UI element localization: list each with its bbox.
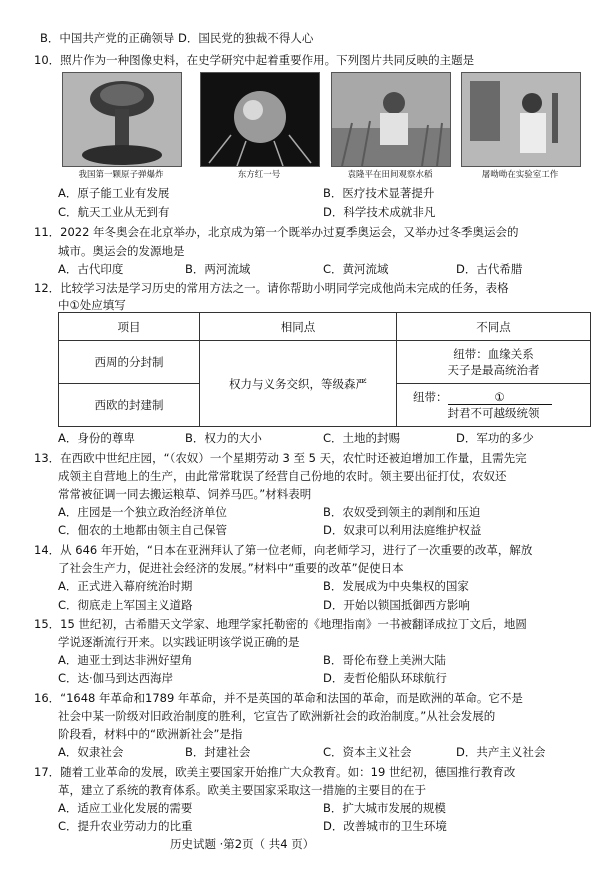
q13-option-b: B．农奴受到领主的剥削和压迫 [323,505,481,519]
table-header-diff: 不同点 [397,313,591,341]
q16-option-c: C．资本主义社会 [323,745,412,759]
q10-option-a: A．原子能工业有发展 [58,186,170,200]
diff2-lord: 封君不可越级统领 [447,406,540,420]
q11-option-c: C．黄河流域 [323,262,389,276]
q13-option-d: D．奴隶可以利用法庭维护权益 [323,523,482,537]
q13-option-a: A．庄园是一个独立政治经济单位 [58,505,227,519]
q10-option-d: D．科学技术成就非凡 [323,205,436,219]
diff1-ruler: 天子是最高统治者 [447,363,540,377]
table-row-western-zhou: 西周的分封制 [59,341,200,384]
caption-atomic-bomb: 我国第一颗原子弹爆炸 [78,170,164,180]
diff2-bond [397,389,590,405]
q14-option-b: B．发展成为中央集权的国家 [323,579,469,593]
q14-option-d: D．开始以锁国抵御西方影响 [323,598,470,612]
table-header-same: 相同点 [200,313,397,341]
q12-option-a: A．身份的尊卑 [58,431,135,445]
table-cell-same: 权力与义务交织，等级森严 [200,341,397,427]
q10-option-b: B．医疗技术显著提升 [323,186,435,200]
photo-tu-youyou [461,72,581,167]
q16-option-d: D．共产主义社会 [456,745,546,759]
q15-option-c: C．达·伽马到达西海岸 [58,671,174,685]
q12-option-b: B．权力的大小 [185,431,262,445]
q12-option-c: C．土地的封赐 [323,431,401,445]
q17-stem-1: 17．随着工业革命的发展，欧美主要国家开始推广大众教育。如：19 世纪初，德国推行教育改 [34,765,516,779]
table-row-western-europe: 西欧的封建制 [59,384,200,427]
q10-stem: 10．照片作为一种图像史料，在史学研究中起着重要作用。下列图片共同反映的主题是 [34,53,475,67]
caption-yuan-longping: 袁隆平在田间观察水稻 [347,170,433,180]
page-footer: 历史试题 ·第2页（ 共4 页） [170,837,315,851]
q16-stem-1: 16．“1648 年革命和1789 年革命，并不是英国的革命和法国的革命，而是欧洲的革命。它不是 [34,691,523,705]
q16-option-b: B．封建社会 [185,745,251,759]
q12-stem-2: 中①处应填写 [58,298,126,312]
q14-stem-2: 了社会生产力，促进社会经济的发展。”材料中“重要的改革”促使日本 [58,561,404,575]
q11-option-b: B．两河流域 [185,262,251,276]
blank-1: ① [448,390,552,405]
q13-option-c: C．佃农的土地都由领主自己保管 [58,523,228,537]
q16-stem-2: 社会中某一阶级对旧政治制度的胜利，它宣告了欧洲新社会的政治制度。”从社会发展的 [58,709,496,723]
q12-stem-1: 12．比较学习法是学习历史的常用方法之一。请你帮助小明同学完成他尚未完成的任务，表格 [34,281,509,295]
q16-stem-3: 阶段看，材料中的“欧洲新社会”是指 [58,727,243,741]
photo-atomic-bomb [62,72,182,167]
q15-stem-1: 15．15 世纪初，古希腊天文学家、地理学家托勒密的《地理指南》一书被翻译成拉丁文后，地圆 [34,617,527,631]
q13-stem-3: 常常被征调一同去搬运粮草、饲养马匹。”材料表明 [58,487,312,501]
q12-option-d: D．军功的多少 [456,431,534,445]
photo-dongfanghong-satellite [200,72,320,167]
q17-option-a: A．适应工业化发展的需要 [58,801,193,815]
q15-stem-2: 学说逐渐流行开来。以实践证明该学说正确的是 [58,635,300,649]
q10-option-c: C．航天工业从无到有 [58,205,170,219]
q11-option-a: A．古代印度 [58,262,124,276]
q16-option-a: A．奴隶社会 [58,745,124,759]
q17-option-c: C．提升农业劳动力的比重 [58,819,193,833]
q15-option-b: B．哥伦布登上美洲大陆 [323,653,446,667]
q14-stem-1: 14．从 646 年开始，“日本在亚洲拜认了第一位老师，向老师学习，进行了一次重要的改革，解放 [34,543,533,557]
q15-option-d: D．麦哲伦船队环球航行 [323,671,447,685]
caption-tu-youyou: 屠呦呦在实验室工作 [481,170,559,180]
q17-option-d: D．改善城市的卫生环境 [323,819,447,833]
q11-stem-2: 城市。奥运会的发源地是 [58,244,185,258]
q17-option-b: B．扩大城市发展的规模 [323,801,446,815]
q13-stem-1: 13．在西欧中世纪庄园，“（农奴）一个星期劳动 3 至 5 天，农忙时还被迫增加工作量，且需先完 [34,451,527,465]
diff1-bond: 纽带：血缘关系 [453,347,534,361]
q15-option-a: A．迪亚士到达非洲好望角 [58,653,193,667]
q13-stem-2: 成领主自营地上的生产，由此常常耽误了经营自己份地的农时。领主要出征打仗，农奴还 [58,469,507,483]
table-cell-diff-2 [397,384,591,427]
comparison-table [58,312,591,427]
q11-option-d: D．古代希腊 [456,262,523,276]
table-header-item: 项目 [59,313,200,341]
q14-option-a: A．正式进入幕府统治时期 [58,579,193,593]
caption-dongfanghong: 东方红一号 [237,170,281,180]
q11-stem-1: 11．2022 年冬奥会在北京举办，北京成为第一个既举办过夏季奥运会，又举办过冬季奥运会的 [34,225,519,239]
q17-stem-2: 革，建立了系统的教育体系。欧美主要国家采取这一措施的主要目的在于 [58,783,426,797]
photo-yuan-longping [331,72,451,167]
q14-option-c: C．彻底走上军国主义道路 [58,598,193,612]
diff2-bond-prefix: 纽带： [413,390,448,404]
q9-options-line: B．中国共产党的正确领导 D．国民党的独裁不得人心 [40,31,314,45]
table-cell-diff-1 [397,341,591,384]
